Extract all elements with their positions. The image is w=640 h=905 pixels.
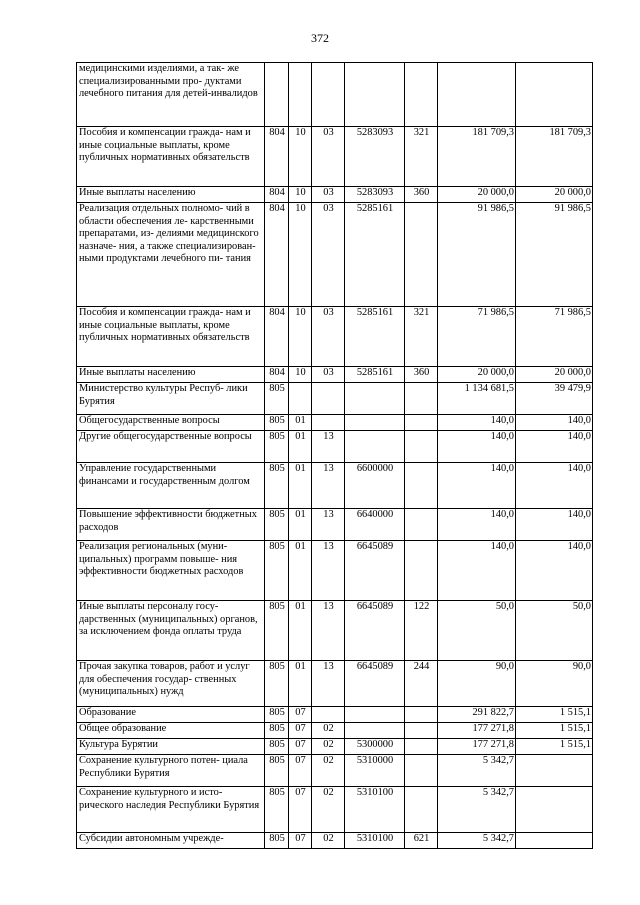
- table-row: [77, 203, 593, 307]
- table-row: [77, 307, 593, 367]
- target-article-code: [345, 415, 405, 431]
- expense-type-code: 321: [405, 127, 438, 187]
- page-number: 372: [311, 31, 329, 45]
- expense-type-code: 360: [405, 367, 438, 383]
- table-row: [77, 509, 593, 541]
- section-code: 10: [289, 187, 312, 203]
- row-name: Министерство культуры Респуб- лики Бурятия: [77, 383, 265, 415]
- amount: 181 709,3: [438, 127, 516, 187]
- expense-type-code: [405, 723, 438, 739]
- expense-type-code: [405, 541, 438, 601]
- amount: 291 822,7: [438, 707, 516, 723]
- expense-type-code: [405, 431, 438, 463]
- row-name: Общегосударственные вопросы: [77, 415, 265, 431]
- section-code: 07: [289, 707, 312, 723]
- ministry-code: 805: [265, 509, 289, 541]
- target-article-code: 6640000: [345, 509, 405, 541]
- amount-subventions: 140,0: [516, 463, 593, 509]
- subsection-code: 02: [312, 755, 345, 787]
- amount-subventions: 1 515,1: [516, 707, 593, 723]
- expense-type-code: [405, 787, 438, 833]
- section-code: 01: [289, 661, 312, 707]
- subsection-code: 03: [312, 203, 345, 307]
- table-row: [77, 367, 593, 383]
- ministry-code: 805: [265, 601, 289, 661]
- row-name: Образование: [77, 707, 265, 723]
- row-name: Повышение эффективности бюджетных расходов: [77, 509, 265, 541]
- expense-type-code: 321: [405, 307, 438, 367]
- ministry-code: 805: [265, 661, 289, 707]
- target-article-code: 6645089: [345, 601, 405, 661]
- amount-subventions: 20 000,0: [516, 367, 593, 383]
- amount: 177 271,8: [438, 739, 516, 755]
- row-name: Иные выплаты персоналу госу- дарственных (муниципальных) органов, за исключением фонда оплаты труда: [77, 601, 265, 661]
- row-name: Иные выплаты населению: [77, 367, 265, 383]
- ministry-code: 805: [265, 833, 289, 849]
- ministry-code: 805: [265, 383, 289, 415]
- table-row: [77, 787, 593, 833]
- expense-type-code: [405, 739, 438, 755]
- expense-type-code: 122: [405, 601, 438, 661]
- amount-subventions: [516, 755, 593, 787]
- ministry-code: 805: [265, 415, 289, 431]
- expense-type-code: [405, 509, 438, 541]
- amount: 71 986,5: [438, 307, 516, 367]
- section-code: [289, 383, 312, 415]
- target-article-code: 6645089: [345, 661, 405, 707]
- ministry-code: 805: [265, 755, 289, 787]
- subsection-code: 13: [312, 601, 345, 661]
- expense-type-code: 244: [405, 661, 438, 707]
- subsection-code: 03: [312, 367, 345, 383]
- section-code: 10: [289, 127, 312, 187]
- ministry-code: 805: [265, 739, 289, 755]
- ministry-code: 805: [265, 431, 289, 463]
- target-article-code: 5285161: [345, 367, 405, 383]
- section-code: 07: [289, 739, 312, 755]
- amount: 50,0: [438, 601, 516, 661]
- expense-type-code: [405, 203, 438, 307]
- target-article-code: [345, 431, 405, 463]
- subsection-code: 03: [312, 187, 345, 203]
- ministry-code: 804: [265, 187, 289, 203]
- subsection-code: [312, 707, 345, 723]
- amount-subventions: 50,0: [516, 601, 593, 661]
- amount-subventions: [516, 63, 593, 127]
- table-row: [77, 63, 593, 127]
- target-article-code: [345, 383, 405, 415]
- amount: [438, 63, 516, 127]
- subsection-code: 13: [312, 661, 345, 707]
- table-row: [77, 707, 593, 723]
- section-code: 07: [289, 787, 312, 833]
- amount-subventions: 181 709,3: [516, 127, 593, 187]
- budget-table: [76, 62, 593, 849]
- section-code: 10: [289, 203, 312, 307]
- row-name: Культура Бурятии: [77, 739, 265, 755]
- table-row: [77, 833, 593, 849]
- subsection-code: [312, 415, 345, 431]
- amount-subventions: 140,0: [516, 431, 593, 463]
- subsection-code: 03: [312, 127, 345, 187]
- target-article-code: 6600000: [345, 463, 405, 509]
- section-code: [289, 63, 312, 127]
- subsection-code: 02: [312, 723, 345, 739]
- subsection-code: 02: [312, 739, 345, 755]
- ministry-code: 805: [265, 463, 289, 509]
- amount: 20 000,0: [438, 367, 516, 383]
- subsection-code: 13: [312, 541, 345, 601]
- amount-subventions: 90,0: [516, 661, 593, 707]
- amount: 140,0: [438, 431, 516, 463]
- expense-type-code: [405, 463, 438, 509]
- row-name: Управление государственными финансами и государственным долгом: [77, 463, 265, 509]
- expense-type-code: 621: [405, 833, 438, 849]
- ministry-code: [265, 63, 289, 127]
- row-name: Другие общегосударственные вопросы: [77, 431, 265, 463]
- row-name: Прочая закупка товаров, работ и услуг для обеспечения государ- ственных (муниципальных) нужд: [77, 661, 265, 707]
- section-code: 10: [289, 367, 312, 383]
- target-article-code: [345, 63, 405, 127]
- row-name: медицинскими изделиями, а так- же специализированными про- дуктами лечебного питания для детей-инвалидов: [77, 63, 265, 127]
- target-article-code: 5310000: [345, 755, 405, 787]
- target-article-code: [345, 707, 405, 723]
- ministry-code: 805: [265, 707, 289, 723]
- section-code: 01: [289, 415, 312, 431]
- subsection-code: 02: [312, 787, 345, 833]
- ministry-code: 804: [265, 203, 289, 307]
- target-article-code: 5283093: [345, 127, 405, 187]
- target-article-code: 5310100: [345, 787, 405, 833]
- target-article-code: 5283093: [345, 187, 405, 203]
- table-row: [77, 541, 593, 601]
- table-row: [77, 601, 593, 661]
- expense-type-code: 360: [405, 187, 438, 203]
- budget-table-body: [77, 63, 593, 849]
- amount: 140,0: [438, 541, 516, 601]
- table-row: [77, 415, 593, 431]
- amount-subventions: 1 515,1: [516, 723, 593, 739]
- table-row: [77, 723, 593, 739]
- subsection-code: 13: [312, 431, 345, 463]
- row-name: Реализация региональных (муни- ципальных) программ повыше- ния эффективности бюджетных расходов: [77, 541, 265, 601]
- ministry-code: 804: [265, 127, 289, 187]
- section-code: 01: [289, 541, 312, 601]
- expense-type-code: [405, 63, 438, 127]
- amount: 90,0: [438, 661, 516, 707]
- section-code: 01: [289, 431, 312, 463]
- ministry-code: 805: [265, 541, 289, 601]
- amount-subventions: 91 986,5: [516, 203, 593, 307]
- table-row: [77, 739, 593, 755]
- amount-subventions: 39 479,9: [516, 383, 593, 415]
- table-row: [77, 187, 593, 203]
- section-code: 01: [289, 509, 312, 541]
- amount-subventions: 71 986,5: [516, 307, 593, 367]
- amount: 5 342,7: [438, 833, 516, 849]
- section-code: 07: [289, 755, 312, 787]
- expense-type-code: [405, 415, 438, 431]
- target-article-code: 5310100: [345, 833, 405, 849]
- subsection-code: 02: [312, 833, 345, 849]
- amount: 91 986,5: [438, 203, 516, 307]
- amount: 177 271,8: [438, 723, 516, 739]
- subsection-code: 13: [312, 509, 345, 541]
- target-article-code: 5300000: [345, 739, 405, 755]
- target-article-code: 6645089: [345, 541, 405, 601]
- subsection-code: [312, 383, 345, 415]
- expense-type-code: [405, 707, 438, 723]
- expense-type-code: [405, 383, 438, 415]
- row-name: Сохранение культурного и исто- рического наследия Республики Бурятия: [77, 787, 265, 833]
- amount: 140,0: [438, 415, 516, 431]
- table-row: [77, 755, 593, 787]
- amount: 5 342,7: [438, 755, 516, 787]
- row-name: Сохранение культурного потен- циала Республики Бурятия: [77, 755, 265, 787]
- target-article-code: 5285161: [345, 307, 405, 367]
- table-row: [77, 127, 593, 187]
- amount-subventions: [516, 833, 593, 849]
- table-row: [77, 463, 593, 509]
- ministry-code: 805: [265, 723, 289, 739]
- amount-subventions: [516, 787, 593, 833]
- target-article-code: 5285161: [345, 203, 405, 307]
- amount: 20 000,0: [438, 187, 516, 203]
- section-code: 10: [289, 307, 312, 367]
- ministry-code: 805: [265, 787, 289, 833]
- amount-subventions: 140,0: [516, 415, 593, 431]
- subsection-code: [312, 63, 345, 127]
- ministry-code: 804: [265, 307, 289, 367]
- subsection-code: 13: [312, 463, 345, 509]
- amount-subventions: 140,0: [516, 509, 593, 541]
- ministry-code: 804: [265, 367, 289, 383]
- row-name: Субсидии автономным учрежде-: [77, 833, 265, 849]
- section-code: 01: [289, 463, 312, 509]
- row-name: Пособия и компенсации гражда- нам и иные социальные выплаты, кроме публичных нормативных обязательств: [77, 307, 265, 367]
- row-name: Общее образование: [77, 723, 265, 739]
- target-article-code: [345, 723, 405, 739]
- amount-subventions: 20 000,0: [516, 187, 593, 203]
- amount: 1 134 681,5: [438, 383, 516, 415]
- table-row: [77, 661, 593, 707]
- row-name: Пособия и компенсации гражда- нам и иные социальные выплаты, кроме публичных нормативных обязательств: [77, 127, 265, 187]
- amount: 5 342,7: [438, 787, 516, 833]
- amount: 140,0: [438, 509, 516, 541]
- amount-subventions: 1 515,1: [516, 739, 593, 755]
- subsection-code: 03: [312, 307, 345, 367]
- amount: 140,0: [438, 463, 516, 509]
- amount-subventions: 140,0: [516, 541, 593, 601]
- row-name: Иные выплаты населению: [77, 187, 265, 203]
- row-name: Реализация отдельных полномо- чий в области обеспечения ле- карственными препаратами, из- делиями медицинского назначе- ния, а также специализирован- ными продуктами лечебного пи- тания: [77, 203, 265, 307]
- section-code: 07: [289, 723, 312, 739]
- expense-type-code: [405, 755, 438, 787]
- section-code: 07: [289, 833, 312, 849]
- table-row: [77, 431, 593, 463]
- section-code: 01: [289, 601, 312, 661]
- table-row: [77, 383, 593, 415]
